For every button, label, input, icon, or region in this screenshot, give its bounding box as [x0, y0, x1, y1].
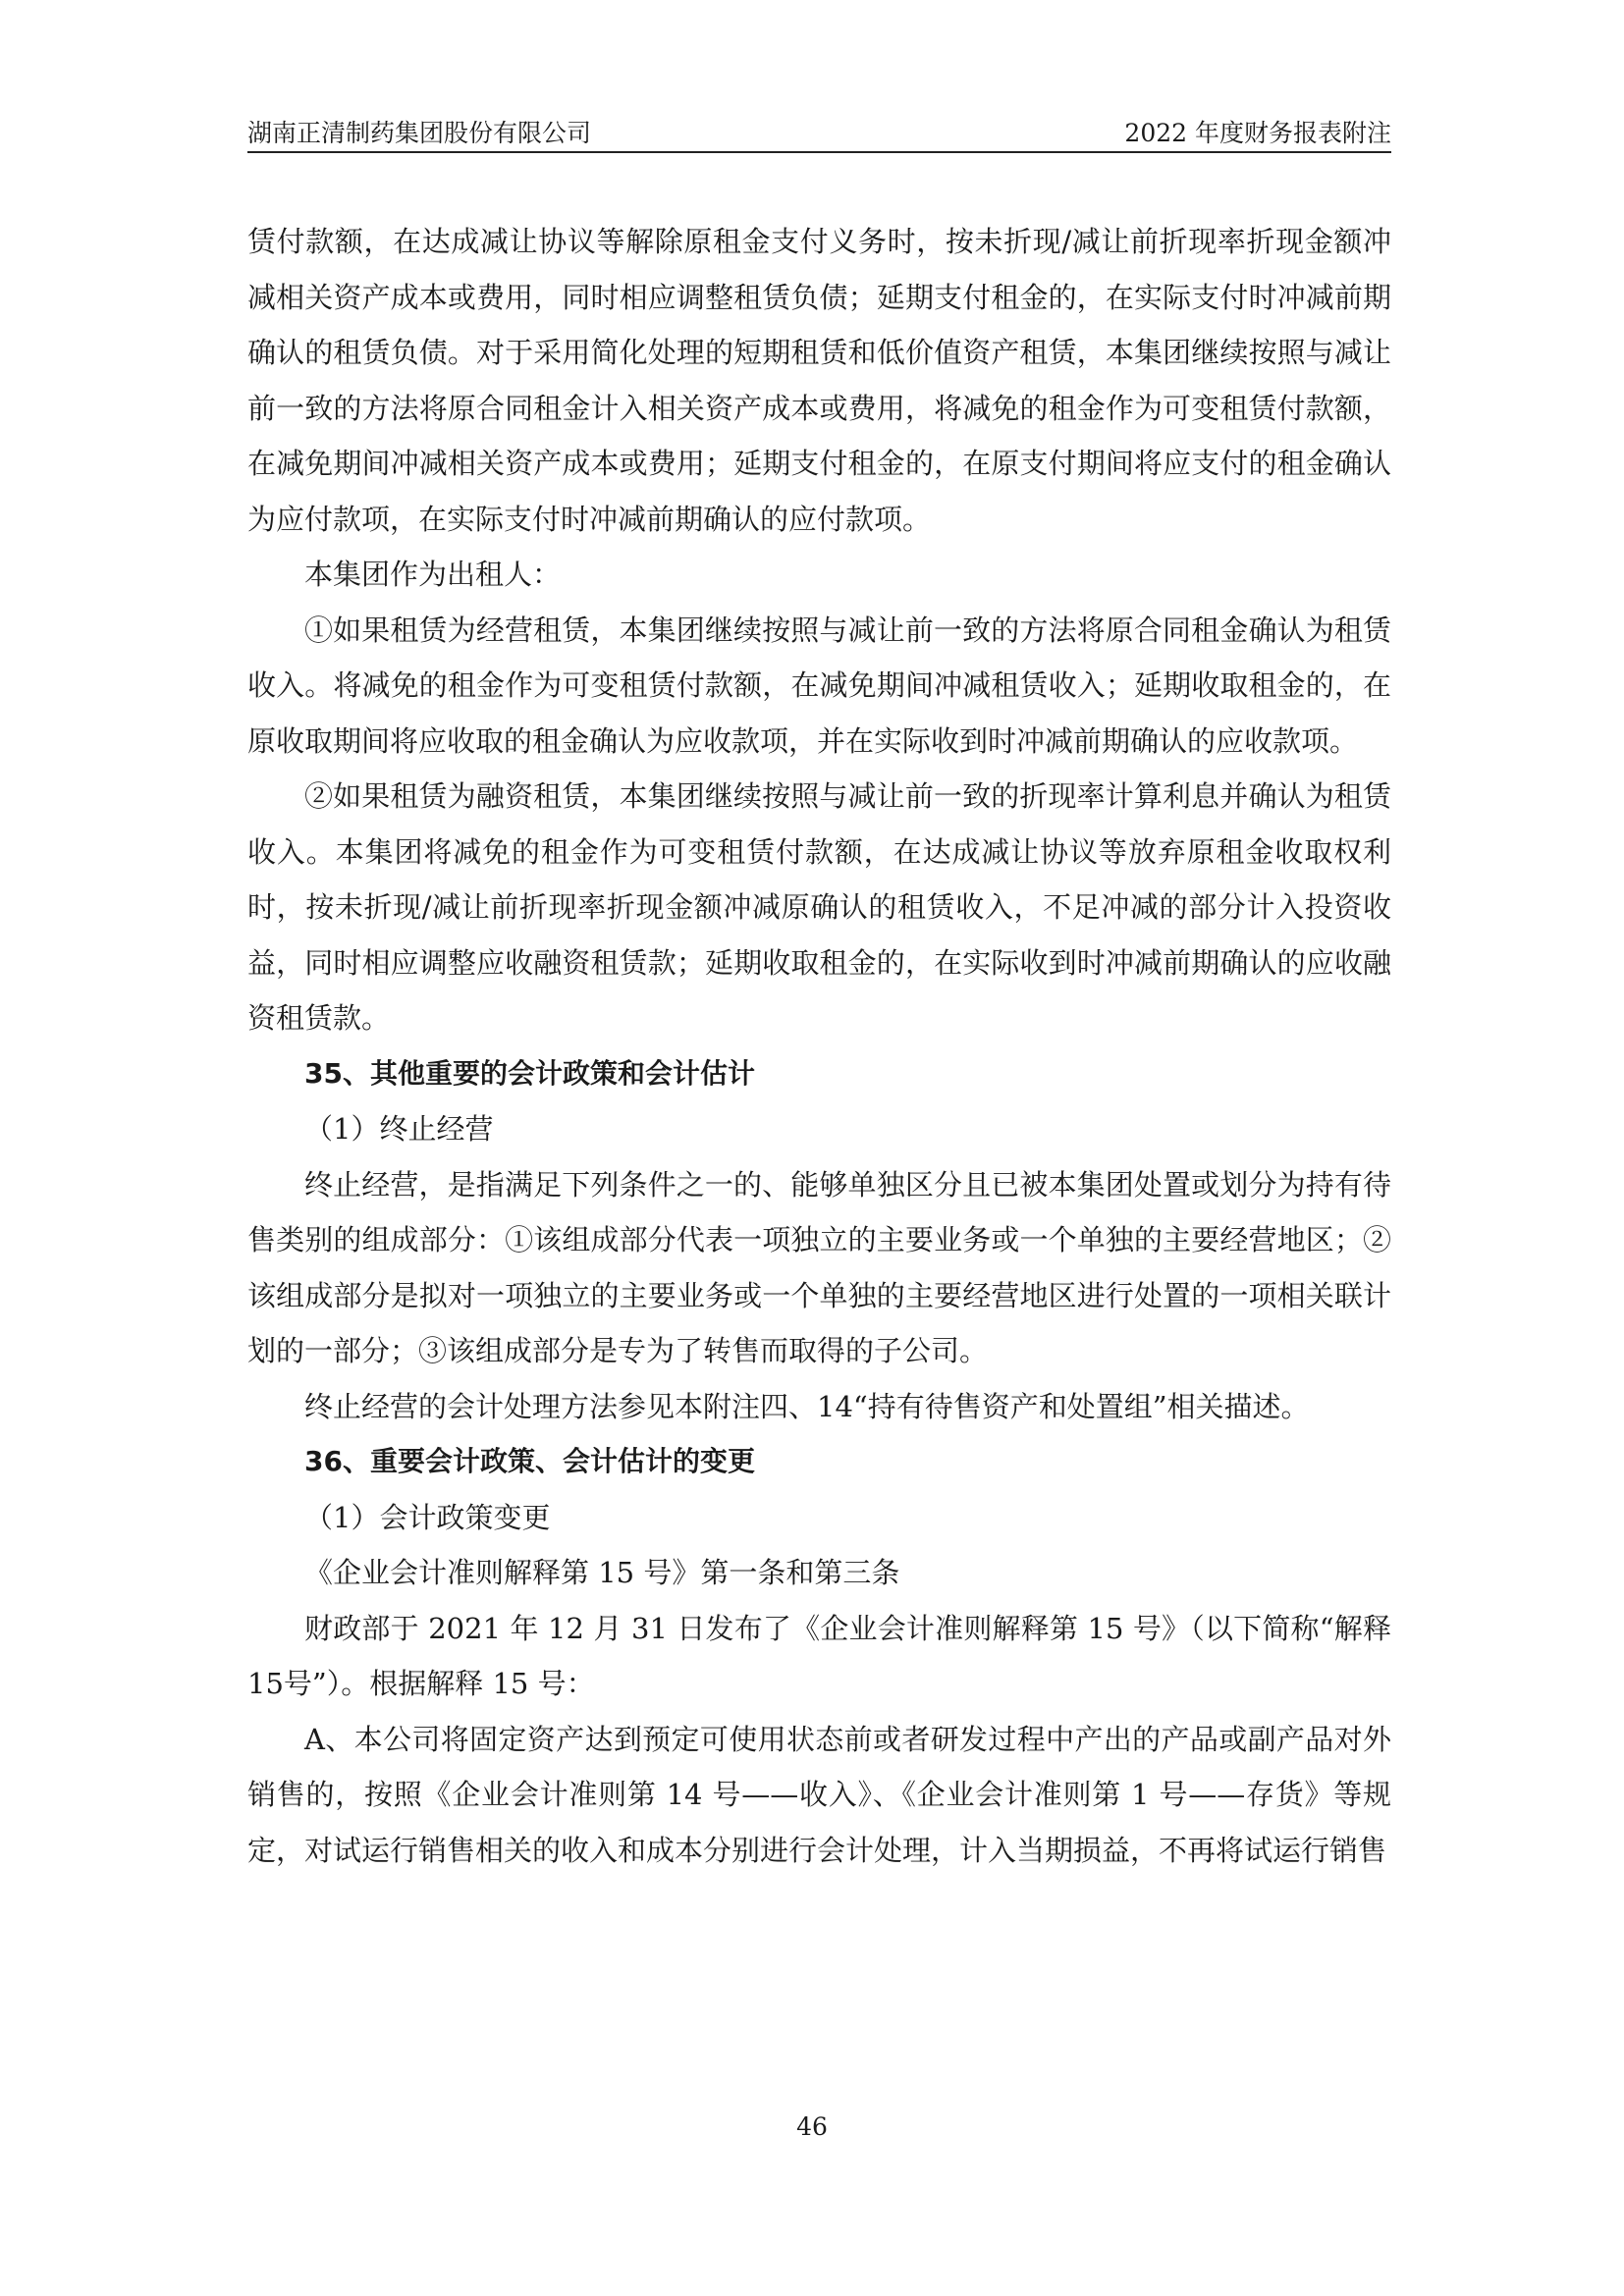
paragraph: A、本公司将固定资产达到预定可使用状态前或者研发过程中产出的产品或副产品对外销售的，按照《企业会计准则第 14 号——收入》、《企业会计准则第 1 号——存货》等规定，对试运行销售相关的收入和成本分别进行会计处理，计入当期损益，不再将试运行销售 — [247, 1722, 1391, 1867]
paragraph: 终止经营的会计处理方法参见本附注四、14“持有待售资产和处置组”相关描述。 — [304, 1389, 1310, 1423]
paragraph: 《企业会计准则解释第 15 号》第一条和第三条 — [304, 1556, 900, 1589]
section-heading: 36、重要会计政策、会计估计的变更 — [304, 1445, 755, 1477]
paragraph: 终止经营，是指满足下列条件之一的、能够单独区分且已被本集团处置或划分为持有待售类别的组成部分：①该组成部分代表一项独立的主要业务或一个单独的主要经营地区；②该组成部分是拟对一项独立的主要业务或一个单独的主要经营地区进行处置的一项相关联计划的一部分；③该组成部分是专为了转售而取得的子公司。 — [247, 1167, 1391, 1367]
paragraph: ②如果租赁为融资租赁，本集团继续按照与减让前一致的折现率计算利息并确认为租赁收入。本集团将减免的租金作为可变租赁付款额，在达成减让协议等放弃原租金收取权利时，按未折现/减让前折现率折现金额冲减原确认的租赁收入，不足冲减的部分计入投资收益，同时相应调整应收融资租赁款；延期收取租金的，在实际收到时冲减前期确认的应收融资租赁款。 — [247, 779, 1391, 1035]
subsection-heading: （1）终止经营 — [304, 1112, 494, 1146]
paragraph: 财政部于 2021 年 12 月 31 日发布了《企业会计准则解释第 15 号》（以下简称“解释 15号”）。根据解释 15 号： — [247, 1611, 1391, 1700]
subsection-heading: （1）会计政策变更 — [304, 1500, 551, 1534]
paragraph: 赁付款额，在达成减让协议等解除原租金支付义务时，按未折现/减让前折现率折现金额冲减相关资产成本或费用，同时相应调整租赁负债；延期支付租金的，在实际支付时冲减前期确认的租赁负债。对于采用简化处理的短期租赁和低价值资产租赁，本集团继续按照与减让前一致的方法将原合同租金计入相关资产成本或费用，将减免的租金作为可变租赁付款额，在减免期间冲减相关资产成本或费用；延期支付租金的，在原支付期间将应支付的租金确认为应付款项，在实际支付时冲减前期确认的应付款项。 — [247, 225, 1391, 536]
report-title: 2022 年度财务报表附注 — [1124, 119, 1391, 147]
document-body — [247, 214, 1391, 1878]
section-heading: 35、其他重要的会计政策和会计估计 — [304, 1056, 755, 1090]
page-number: 46 — [796, 2112, 828, 2141]
page-header — [247, 110, 1391, 153]
paragraph: ①如果租赁为经营租赁，本集团继续按照与减让前一致的方法将原合同租金确认为租赁收入。将减免的租金作为可变租赁付款额，在减免期间冲减租赁收入；延期收取租金的，在原收取期间将应收取的租金确认为应收款项，并在实际收到时冲减前期确认的应收款项。 — [247, 613, 1391, 758]
company-name: 湖南正清制药集团股份有限公司 — [247, 119, 592, 147]
paragraph: 本集团作为出租人： — [304, 558, 562, 591]
